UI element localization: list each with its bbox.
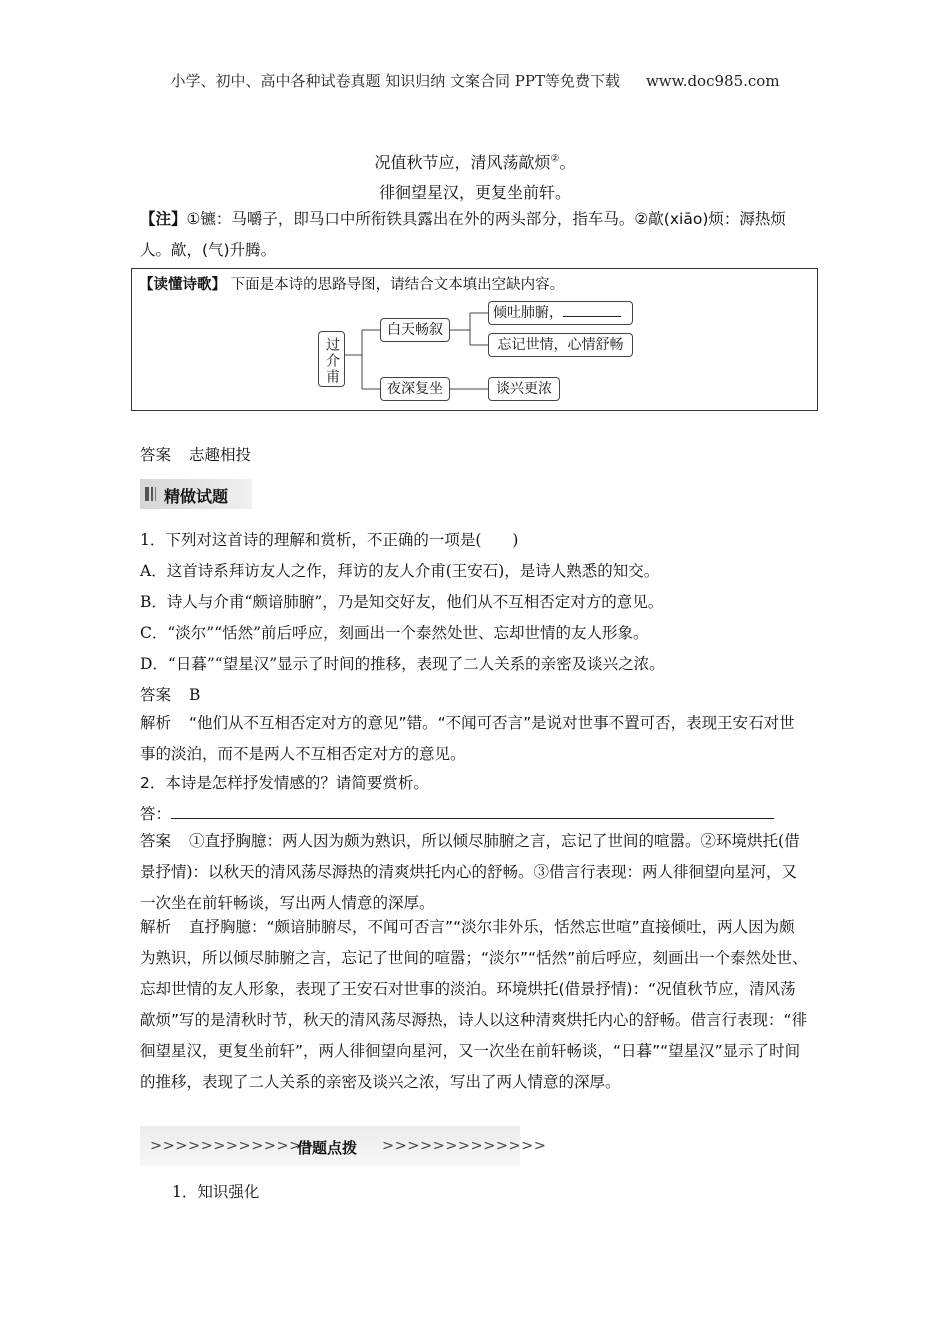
mindmap-root-node: 过介甫: [318, 331, 345, 387]
section-bar-icon-3: [155, 487, 156, 501]
hint-title: 借题点拨: [297, 1139, 358, 1157]
question-2-stem: 2．本诗是怎样抒发情感的？请简要赏析。: [140, 774, 429, 792]
mindmap-connectors: [132, 269, 819, 412]
hint-banner: [140, 1126, 547, 1166]
section-title: 精做试题: [164, 487, 229, 506]
question-1-option-d: D．“日暮”“望星汉”显示了时间的推移，表现了二人关系的亲密及谈兴之浓。: [140, 655, 665, 673]
question-2-analysis-label: 解析: [140, 918, 172, 936]
question-1-answer-value: B: [189, 686, 201, 704]
mindmap-leaf-pour-heart-text: 倾吐肺腑，: [493, 305, 563, 321]
fill-in-blank[interactable]: [563, 302, 621, 317]
question-2-answer-prompt: 答：: [140, 805, 172, 823]
footnote-label: 【注】: [140, 210, 187, 228]
question-2-analysis: [140, 912, 810, 1098]
mindmap-leaf-forget-world: 忘记世情，心情舒畅: [488, 333, 633, 357]
mindmap-leaf-chat: 谈兴更浓: [488, 377, 560, 401]
question-1-option-b: B．诗人与介甫“颇谙肺腑”，乃是知交好友，他们从不互相否定对方的意见。: [140, 593, 664, 611]
question-1-analysis-label: 解析: [140, 714, 172, 732]
question-1-analysis-text: “他们从不互相否定对方的意见”错。“不闻可否言”是说对世事不置可否，表现王安石对世事的淡泊，而不是两人不互相否定对方的意见。: [140, 714, 795, 763]
mindmap-box: [131, 268, 818, 411]
answer-text: 志趣相投: [189, 446, 252, 464]
mindmap-title-text: 下面是本诗的思路导图，请结合文本填出空缺内容。: [230, 277, 565, 293]
question-1-analysis: [140, 708, 810, 770]
question-2-answer-text: ①直抒胸臆：两人因为颇为熟识，所以倾尽肺腑之言，忘记了世间的喧嚣。②环境烘托(借景抒情)：以秋天的清风荡尽溽热的清爽烘托内心的舒畅。③借言行表现：两人徘徊望向星河，又一次坐在前轩畅谈，写出两人情意的深厚。: [140, 832, 800, 912]
mindmap-answer: [140, 443, 251, 465]
poem-footnote-mark: ②: [550, 153, 560, 165]
page-header: [0, 70, 950, 91]
question-1-stem: 1．下列对这首诗的理解和赏析，不正确的一项是( ): [140, 531, 519, 549]
question-1-answer: [140, 683, 200, 705]
mindmap-leaf-pour-heart: [488, 301, 633, 325]
question-1-option-c: C．“淡尔”“恬然”前后呼应，刻画出一个泰然处世、忘却世情的友人形象。: [140, 624, 649, 642]
question-2-answer-label: 答案: [140, 832, 172, 850]
hint-arrows-left: >>>>>>>>>>>>>: [150, 1138, 315, 1154]
footnote: [140, 204, 810, 266]
question-1-option-a: A．这首诗系拜访友人之作，拜访的友人介甫(王安石)，是诗人熟悉的知交。: [140, 562, 660, 580]
poem-line-1-text: 况值秋节应，清风荡歊烦: [374, 153, 551, 172]
question-2-answer-line: [140, 802, 774, 824]
answer-label: 答案: [140, 446, 172, 464]
question-2-answer: [140, 826, 810, 919]
section-bar-icon: [145, 487, 149, 501]
mindmap-branch-day: 白天畅叙: [380, 318, 450, 342]
section-bar-icon-2: [151, 487, 153, 501]
poem-line-1: [0, 150, 950, 173]
question-1-answer-label: 答案: [140, 686, 172, 704]
poem-line-2: 徘徊望星汉，更复坐前轩。: [378, 183, 571, 202]
hint-arrows-right: >>>>>>>>>>>>>: [382, 1138, 547, 1154]
poem-line-1-end: 。: [559, 153, 576, 172]
answer-blank-line[interactable]: [171, 804, 774, 819]
mindmap-title-label: 【读懂诗歌】: [139, 277, 226, 293]
header-website: www.doc985.com: [645, 72, 780, 90]
section-heading: [140, 479, 252, 509]
question-2-analysis-text: 直抒胸臆：“颇谙肺腑尽，不闻可否言”“淡尔非外乐，恬然忘世喧”直接倾吐，两人因为颇为熟识，所以倾尽肺腑之言，忘记了世间的喧嚣；“淡尔”“恬然”前后呼应，刻画出一个泰然处世、忘却世情的友人形象，表现了王安石对世事的淡泊。环境烘托(借景抒情)：“况值秋节应，清风荡歊烦”写的是清秋时节，秋天的清风荡尽溽热，诗人以这种清爽烘托内心的舒畅。借言行表现：“徘徊望星汉，更复坐前轩”，两人徘徊望向星河，又一次坐在前轩畅谈，“日暮”“望星汉”显示了时间的推移，表现了二人关系的亲密及谈兴之浓，写出了两人情意的深厚。: [140, 918, 808, 1091]
header-left-text: 小学、初中、高中各种试卷真题 知识归纳 文案合同 PPT等免费下载: [170, 72, 620, 90]
mindmap-branch-night: 夜深复坐: [380, 377, 450, 401]
knowledge-item-1: 1．知识强化: [172, 1183, 260, 1201]
footnote-text: ①镳：马嚼子，即马口中所衔铁具露出在外的两头部分，指车马。②歊(xiāo)烦：溽热烦人。歊，(气)升腾。: [140, 210, 786, 259]
